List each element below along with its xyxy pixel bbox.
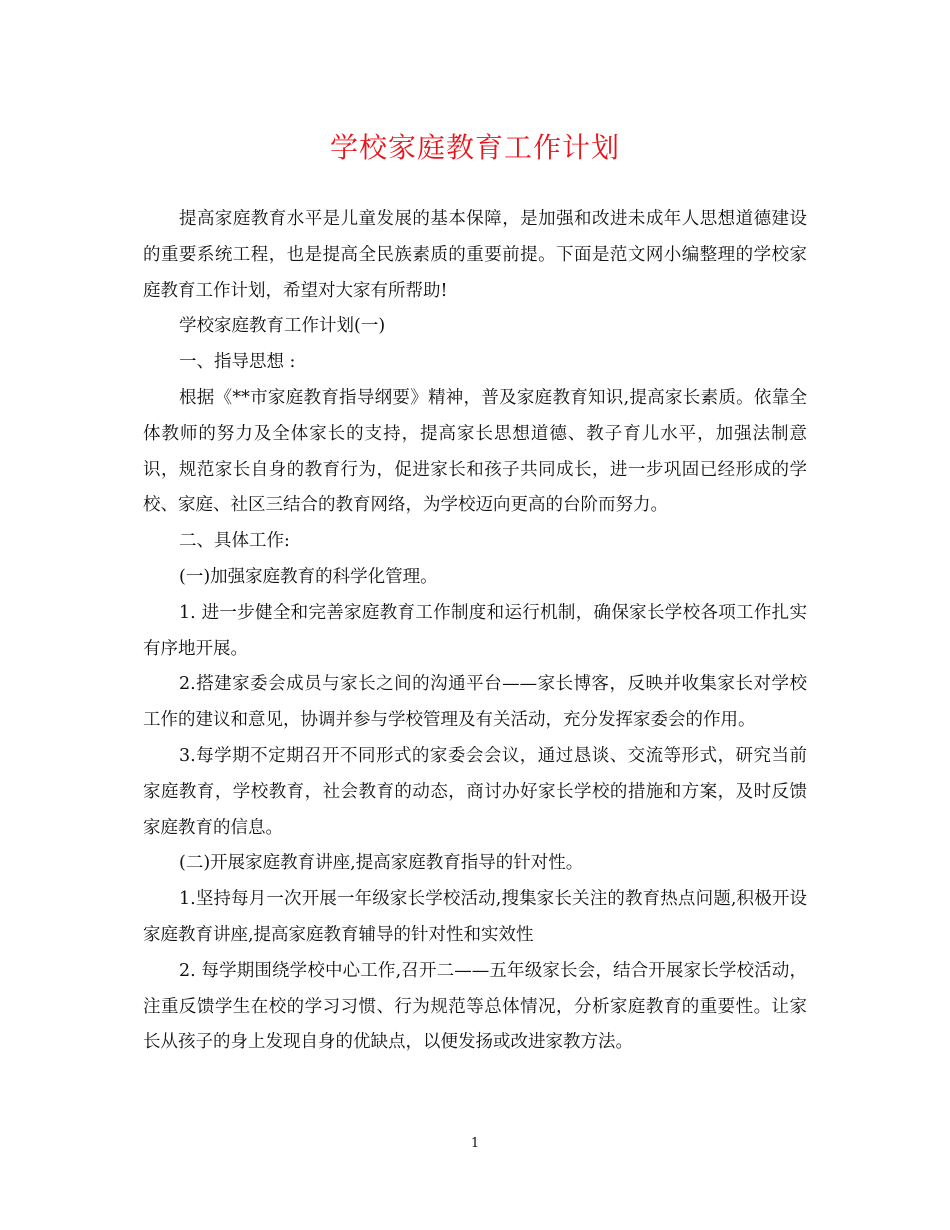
document-body (143, 202, 807, 1061)
list-item-management-3: 3.每学期不定期召开不同形式的家委会会议，通过恳谈、交流等形式，研究当前家庭教育，学校教育，社会教育的动态，商讨办好家长学校的措施和方案，及时反馈家庭教育的信息。 (143, 745, 807, 838)
list-item-lectures-2: 2. 每学期围绕学校中心工作,召开二——五年级家长会，结合开展家长学校活动，注重反馈学生在校的学习习惯、行为规范等总体情况，分析家庭教育的重要性。让家长从孩子的身上发现自身的优缺点，以便发扬或改进家教方法。 (143, 960, 807, 1053)
document-title: 学校家庭教育工作计划 (329, 131, 620, 164)
section-heading-plan-1: 学校家庭教育工作计划(一) (179, 316, 386, 337)
paragraph-intro: 提高家庭教育水平是儿童发展的基本保障，是加强和改进未成年人思想道德建设的重要系统工程，也是提高全民族素质的重要前提。下面是范文网小编整理的学校家庭教育工作计划，希望对大家有所帮助! (143, 209, 807, 301)
subsection-heading-management: (一)加强家庭教育的科学化管理。 (179, 566, 438, 587)
list-item-management-2: 2.搭建家委会成员与家长之间的沟通平台——家长博客，反映并收集家长对学校工作的建议和意见，协调并参与学校管理及有关活动，充分发挥家委会的作用。 (143, 674, 807, 731)
subsection-heading-lectures: (二)开展家庭教育讲座,提高家庭教育指导的针对性。 (179, 853, 584, 874)
list-item-lectures-1: 1.坚持每月一次开展一年级家长学校活动,搜集家长关注的教育热点问题,积极开设家庭教育讲座,提高家庭教育辅导的针对性和实效性 (143, 889, 807, 945)
section-heading-specific-work: 二、具体工作: (179, 531, 290, 552)
paragraph-guiding-ideology: 根据《**市家庭教育指导纲要》精神，普及家庭教育知识,提高家长素质。依靠全体教师的努力及全体家长的支持，提高家长思想道德、教子育儿水平，加强法制意识，规范家长自身的教育行为，促进家长和孩子共同成长，进一步巩固已经形成的学校、家庭、社区三结合的教育网络，为学校迈向更高的台阶而努力。 (143, 387, 807, 516)
list-item-management-1: 1. 进一步健全和完善家庭教育工作制度和运行机制，确保家长学校各项工作扎实有序地开展。 (143, 602, 807, 659)
page-number: 1 (470, 1136, 480, 1151)
section-heading-guiding-ideology: 一、指导思想 : (179, 352, 296, 373)
